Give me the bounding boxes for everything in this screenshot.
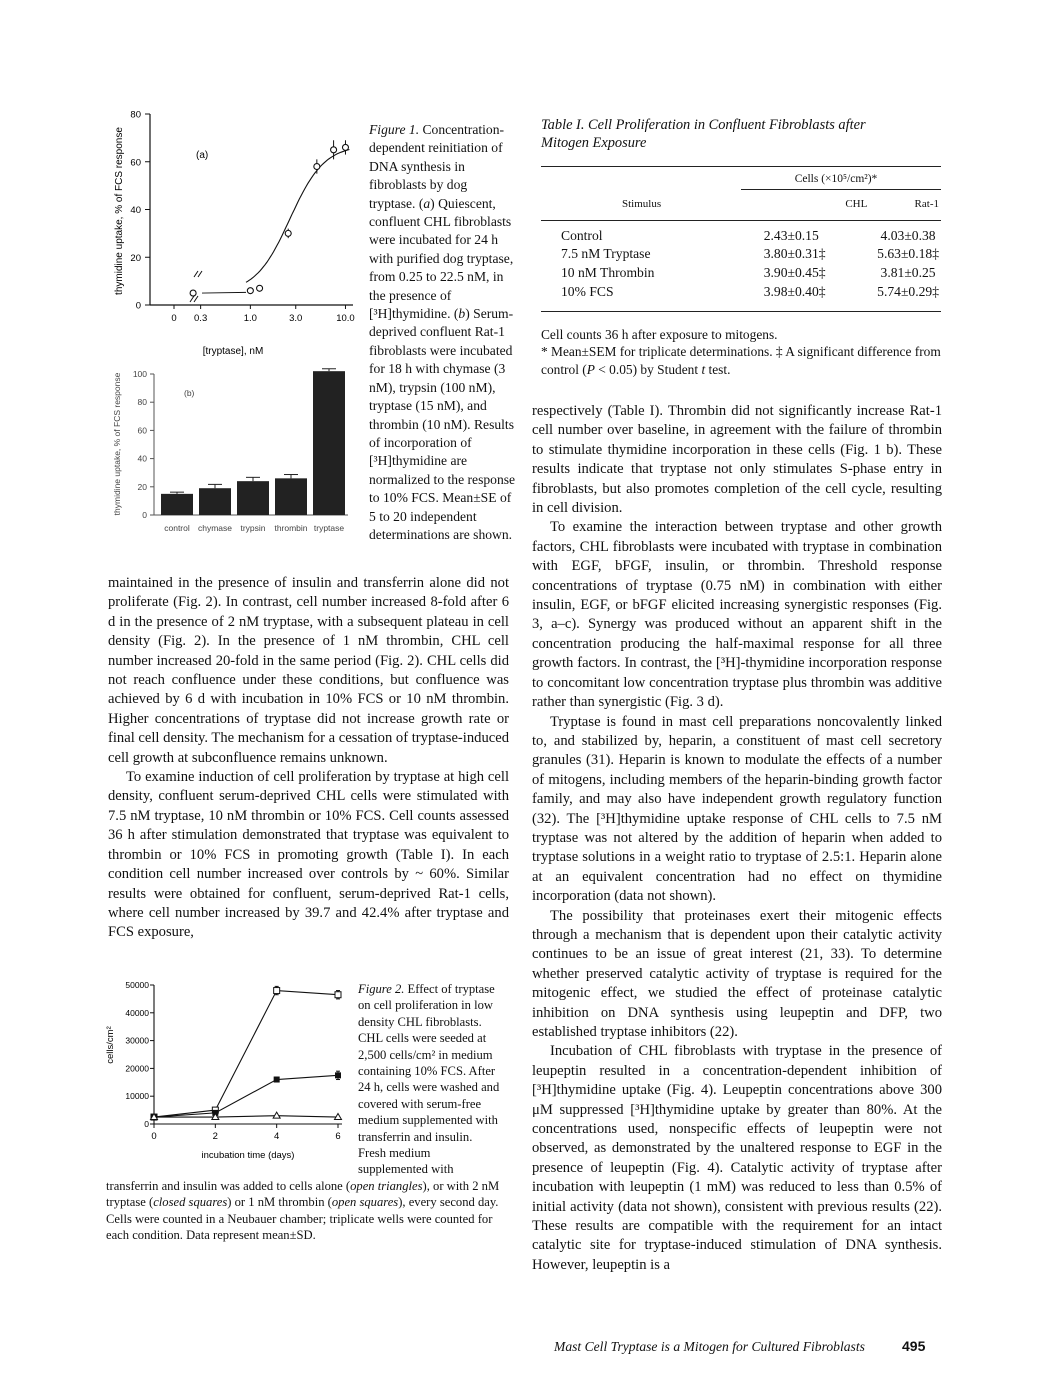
f1a-y-axis-label: thymidine uptake, % of FCS response [114,127,125,295]
f2-x-axis-label: incubation time (days) [201,1150,295,1161]
f2-y-tick-label: 20000 [125,1063,149,1074]
f1a-data-point [314,164,320,170]
f1b-category-label: tryptase [313,523,345,533]
f1a-y-tick-label: 80 [130,109,141,121]
f2-x-tick-label: 6 [335,1131,341,1142]
f1a-axis-break [190,296,198,302]
f1b-category-label: control [164,523,190,533]
f1a-data-point [257,285,263,291]
f1a-line-break [194,271,202,277]
f1b-bar [199,488,231,515]
table1-footnote2: * Mean±SEM for triplicate determinations. ‡ A significant difference from control (P < 0.05) by Student t test. [541,344,941,377]
running-title: Mast Cell Tryptase is a Mitogen for Cultured Fibroblasts [554,1339,865,1354]
f2-y-tick-label: 50000 [125,980,149,990]
figure1-caption-text: Figure 1. Concentration-dependent reinitiation of DNA synthesis in fibroblasts by dog tryptase. (a) Quiescent, confluent CHL fibroblasts were incubated for 24 h with purified dog tryptase, from 0.25 to 22.5 nM, in the presence of [³H]thymidine. (b) Serum-deprived confluent Rat-1 fibroblasts were incubated for 18 h with chymase (3 nM), trypsin (100 nM), tryptase (15 nM), and thrombin (10 nM). Results of incorporation of [³H]thymidine are normalized to the response to 10% FCS. Mean±SE of 5 to 20 independent determinations are shown. [369,122,516,542]
f2-y-tick-label: 40000 [125,1007,149,1018]
figure2-caption [106,981,500,1244]
f1a-data-point [285,230,291,236]
f1a-x-tick-label: 0.3 [194,313,208,324]
f1b-category-label: thrombin [274,523,308,533]
figure1-caption [369,121,516,544]
f1b-y-axis-label: thymidine uptake, % of FCS response [112,372,122,516]
figure1a-chart [108,108,368,363]
f1b-panel-label: (b) [184,388,195,398]
table1-col-rat: Rat-1 [914,198,939,211]
paragraph: respectively (Table I). Thrombin did not significantly increase Rat-1 cell number over baseline, in agreement with the failure of thrombin to stimulate thymidine incorporation in these cells (Fig. 1 b). These results indicate that tryptase not only stimulates S-phase entry in fibroblasts, but also promotes completion of the cell cycle, resulting in cell division. [532,403,942,517]
f2-y-axis-label: cells/cm² [105,1026,116,1064]
f1b-y-tick-label: 0 [142,510,147,520]
f1a-y-tick-label: 40 [130,205,141,216]
table1-footnote1: Cell counts 36 h after exposure to mitogens. [541,326,778,342]
table-cell-chl: 3.90±0.45‡ [763,265,826,281]
table1-group-header: Cells (×10⁵/cm²)* [794,173,878,185]
f2-y-tick-label: 0 [144,1119,149,1129]
page-number: 495 [902,1338,926,1354]
f1b-y-tick-label: 40 [137,453,147,464]
table-cell-chl: 3.80±0.31‡ [763,246,826,262]
f2-y-tick-label: 10000 [125,1091,149,1102]
right-column-body [532,402,942,1275]
table1-grid [541,195,941,214]
paragraph: maintained in the presence of insulin and transferrin alone did not proliferate (Fig. 2). In contrast, cell number increased 8-fold after 6 d in the presence of 2 nM tryptase, with a subsequent plateau in cell density (Fig. 2). In the presence of 1 nM thrombin, CHL cell number increased 20-fold in the same period (Fig. 2). CHL cells did not reach confluence under these conditions, but confluence was achieved by 6 d with incubation in 10% FCS or 10 nM thrombin. Higher concentrations of tryptase did not increase growth rate or final cell density. The mechanism for a cessation of tryptase-induced cell growth at subconfluence remains unknown. [108,575,509,766]
f1a-x-tick-label: 0 [171,313,177,324]
f2-x-tick-label: 4 [274,1131,280,1142]
f1a-data-point [342,144,348,150]
f2-y-tick-label: 30000 [125,1035,149,1046]
paragraph: To examine the interaction between tryptase and other growth factors, CHL fibroblasts were incubated with tryptase in combination with EGF, bFGF, insulin, or thrombin. Threshold response concentrations of tryptase (0.75 nM) in combination with either insulin, EGF, or bFGF elicited increasing synergistic responses (Fig. 3, a–c). Synergy was produced without an apparent shift in the concentration producing the half-maximal response for all three growth factors. In contrast, the [³H]-thymidine incorporation response to concomitant low concentration tryptase plus thrombin was additive rather than synergistic (Fig. 3 d). [532,519,942,711]
table-cell-stimulus: 10 nM Thrombin [561,265,655,281]
f1a-data-point [247,288,253,294]
f1a-data-point [331,147,337,153]
table-cell-chl: 3.98±0.40‡ [763,283,826,299]
f1a-x-tick-label: 10.0 [336,313,355,324]
f1b-y-tick-label: 20 [137,481,147,492]
table1-col-stimulus: Stimulus [621,198,662,211]
table-row [541,227,941,246]
f1b-y-tick-label: 60 [137,425,147,436]
table-cell-stimulus: Control [561,227,603,243]
table-cell-rat: 5.74±0.29‡ [877,283,939,299]
f1a-data-point [190,290,196,296]
f1b-bar [313,371,345,515]
paragraph: Incubation of CHL fibroblasts with tryptase in the presence of leupeptin resulted in a concentration-dependent inhibition of [³H]thymidine uptake (Fig. 4). Leupeptin concentrations above 300 μM suppressed [³H]thymidine uptake by greater than 80%. At the concentrations used, nonspecific effects of leupeptin were not observed, as demonstrated by the unaltered response to EGF in the presence of leupeptin (Fig. 4). Catalytic activity of tryptase after incubation with leupeptin (1 mM) was reduced to less than 0.5% of initial activity (data not shown), consistent with previous results (22). These results are compatible with the requirement for an intact catalytic site for tryptase-induced stimulation of DNA synthesis. However, leupeptin is a [532,1043,942,1273]
table-row [541,245,941,264]
f1a-panel-label: (a) [196,150,209,161]
paragraph: To examine induction of cell proliferation by tryptase at high cell density, confluent serum-deprived CHL cells were stimulated with 7.5 nM tryptase, 10 nM thrombin or 10% FCS. Cell counts assessed 36 h after stimulation demonstrated that tryptase was equivalent to thrombin or 10% FCS in promoting growth (Table I). In each condition cell number increased over controls by ~ 60%. Similar results were obtained for confluent, serum-deprived Rat-1 cells, where cell number increased by 39.7 and 42.4% after tryptase and FCS exposure, [108,769,509,941]
f1b-bar [275,478,307,515]
f1a-y-tick-label: 60 [130,157,141,169]
table-row [541,282,941,301]
figure2-caption-text: Figure 2. Effect of tryptase on cell proliferation in low density CHL fibroblasts. CHL cells were seeded at 2,500 cells/cm² in medium containing 10% FCS. After 24 h, cells were washed and covered with serum-free medium supplemented with transferrin and insulin. Fresh medium supplemented with transferrin and insulin was added to cells alone (open triangles), or with 2 nM tryptase (closed squares) or 1 nM thrombin (open squares), every second day. Cells were counted in a Neubauer chamber; triplicate wells were counted for each condition. Data represent mean±SD. [106,982,500,1243]
table-cell-chl: 2.43±0.15 [763,227,819,243]
f2-x-tick-label: 0 [151,1131,157,1142]
table-cell-stimulus: 10% FCS [561,283,614,299]
f1a-x-axis-label: [tryptase], nM [202,346,264,357]
table1-col-chl: CHL [845,198,868,211]
figure1b-chart [108,362,353,542]
f1b-y-tick-label: 100 [132,369,147,379]
f1b-bar [161,494,193,515]
f1a-x-tick-label: 3.0 [289,313,303,324]
f1b-y-tick-label: 80 [137,397,147,408]
f1a-fit-curve [246,150,349,283]
f1b-bar [237,481,269,515]
table1-title: Table I. Cell Proliferation in Confluent Fibroblasts after Mitogen Exposure [541,117,866,151]
f1a-y-tick-label: 20 [130,252,141,264]
paragraph: Tryptase is found in mast cell preparations noncovalently linked to, and stabilized by, heparin, a constituent of mast cell secretory granules (31). Heparin is known to modulate the effects of a number of mitogens, including members of the heparin-binding growth factor family, and may also have independent growth regulatory function (32). The [³H]thymidine uptake response of CHL cells to 7.5 nM tryptase was not altered by the addition of heparin when added to tryptase solutions in a weight ratio to tryptase of 2.5:1. Heparin alone at an equivalent concentration had no effect on thymidine incorporation (data not shown). [532,713,942,905]
f1b-category-label: trypsin [240,523,266,533]
left-column-body [108,574,509,943]
f1a-x-tick-label: 1.0 [243,313,257,324]
table-cell-rat: 3.81±0.25 [880,265,936,281]
table1 [541,116,941,378]
table-row [541,264,941,283]
f1a-y-tick-label: 0 [135,300,141,312]
table-cell-rat: 5.63±0.18‡ [877,246,939,262]
table1-body [541,227,941,301]
paragraph: The possibility that proteinases exert their mitogenic effects through a mechanism that is dependent upon their catalytic activity continues to be an issue of great interest (21, 33). To determine whether preserved catalytic activity of tryptase is required for the mitogenic effect, we studied the effect of proteinase catalytic inhibition on DNA synthesis using leupeptin and DFP, two established tryptase inhibitors (22). [532,907,942,1040]
f2-x-tick-label: 2 [212,1131,218,1142]
f1a-low-segment [202,292,246,293]
table-cell-rat: 4.03±0.38 [880,227,936,243]
f1b-category-label: chymase [197,523,233,533]
table-cell-stimulus: 7.5 nM Tryptase [561,246,651,262]
